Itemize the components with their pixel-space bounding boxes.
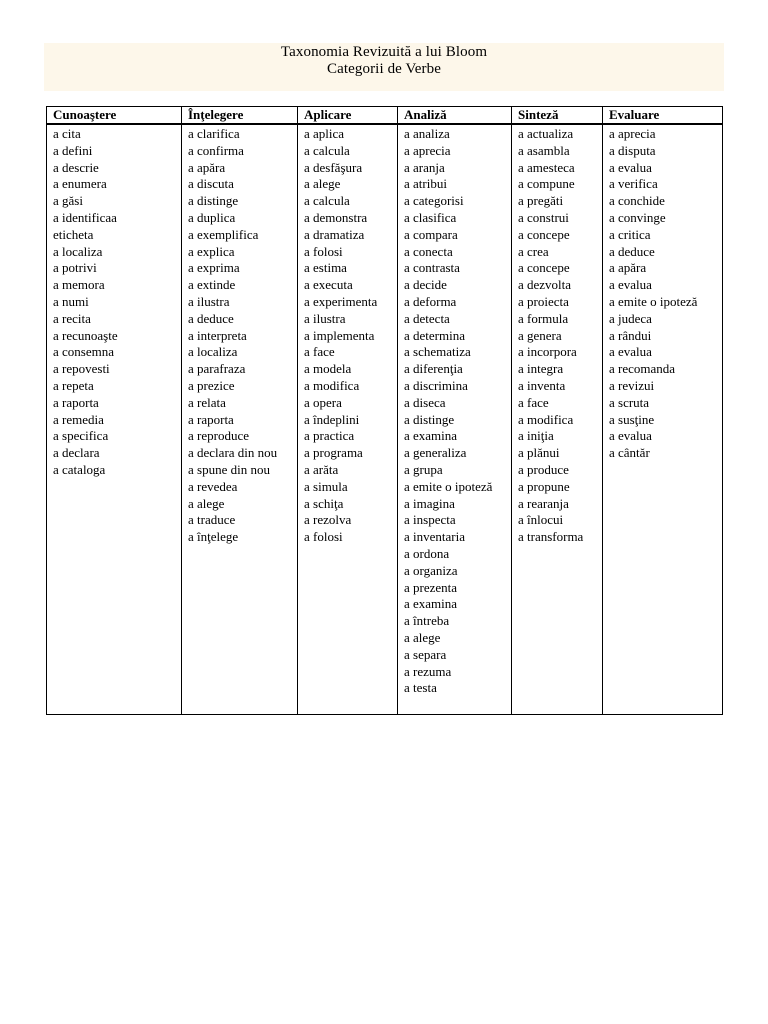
verb-item: a localiza <box>188 344 238 360</box>
verb-item: a înţelege <box>188 529 239 545</box>
verb-item: a îndeplini <box>304 411 360 427</box>
verbs-cell-sinteza <box>512 124 603 715</box>
verb-item: a evalua <box>609 277 652 293</box>
verb-item: a detecta <box>404 310 450 326</box>
verb-item: a examina <box>404 428 458 444</box>
verb-item: a duplica <box>188 209 236 225</box>
verb-item: a inspecta <box>404 512 456 528</box>
title-box <box>44 43 724 91</box>
verb-item: a convinge <box>609 209 666 225</box>
verb-item: a pregăti <box>518 193 564 209</box>
verb-item: a analiza <box>404 126 450 141</box>
verb-item: a evalua <box>609 344 652 360</box>
verb-item: a deduce <box>188 310 234 326</box>
verb-item: a imagina <box>404 495 455 511</box>
verb-item: a grupa <box>404 461 443 477</box>
verb-item: a modifica <box>304 377 360 393</box>
verb-item: a relata <box>188 394 226 410</box>
verb-item: a separa <box>404 646 447 662</box>
verb-item: a evalua <box>609 159 652 175</box>
verb-item: a numi <box>53 293 89 309</box>
verbs-cell-evaluare <box>603 124 723 715</box>
verb-item: a discrimina <box>404 377 468 393</box>
verb-item: a proiecta <box>518 293 569 309</box>
verb-item: a recomanda <box>609 361 676 377</box>
verb-item: a discuta <box>188 176 234 192</box>
verb-item: a inventaria <box>404 529 465 545</box>
verb-item: a alege <box>188 495 225 511</box>
verb-item: a emite o ipoteză <box>609 293 698 309</box>
verb-item: a deduce <box>609 243 655 259</box>
verb-item: a critica <box>609 226 651 242</box>
verb-item: a traduce <box>188 512 236 528</box>
verb-item: a remedia <box>53 411 104 427</box>
verb-item: a deforma <box>404 293 457 309</box>
verb-item: a compara <box>404 226 458 242</box>
verb-item: a contrasta <box>404 260 460 276</box>
column-header-evaluare: Evaluare <box>603 107 723 125</box>
verb-item: a scruta <box>609 394 650 410</box>
verb-item: a confirma <box>188 142 244 158</box>
verb-item: a calcula <box>304 142 350 158</box>
verb-item: a identificaa <box>53 209 117 225</box>
verb-item: a potrivi <box>53 260 97 276</box>
verb-item: a revizui <box>609 377 655 393</box>
verbs-cell-intelegere <box>182 124 298 715</box>
verb-item: a memora <box>53 277 105 293</box>
verb-item: a concepe <box>518 226 570 242</box>
verb-item: a apăra <box>188 159 226 175</box>
column-header-sinteza: Sinteză <box>512 107 603 125</box>
verb-item: a decide <box>404 277 447 293</box>
verb-item: a raporta <box>188 411 234 427</box>
verb-item: a modifica <box>518 411 574 427</box>
verbs-cell-analiza <box>398 124 512 715</box>
verb-item: a opera <box>304 394 342 410</box>
verb-item: a atribui <box>404 176 447 192</box>
verb-item: a desfăşura <box>304 159 363 175</box>
verb-item: a ilustra <box>304 310 346 326</box>
verb-item: a clarifica <box>188 126 240 141</box>
verb-item: a emite o ipoteză <box>404 478 493 494</box>
verb-item: a schematiza <box>404 344 471 360</box>
verb-item: a prezenta <box>404 579 458 595</box>
verb-item: a transforma <box>518 529 584 545</box>
document-title: Taxonomia Revizuită a lui Bloom <box>280 44 488 60</box>
document-subtitle: Categorii de Verbe <box>327 61 441 77</box>
column-header-analiza: Analiză <box>398 107 512 125</box>
column-header-cunoastere: Cunoaştere <box>47 107 182 125</box>
verb-item: a plănui <box>518 445 560 461</box>
verb-item: a testa <box>404 680 437 696</box>
verb-item: a folosi <box>304 529 343 545</box>
verb-item: a interpreta <box>188 327 247 343</box>
verb-item: a prezice <box>188 377 235 393</box>
verb-item: a formula <box>518 310 569 326</box>
verb-item: a asambla <box>518 142 570 158</box>
verb-item: a amesteca <box>518 159 575 175</box>
verb-item: a integra <box>518 361 564 377</box>
verb-item: a apăra <box>609 260 647 276</box>
verb-item: a alege <box>304 176 341 192</box>
verb-item: a dezvolta <box>518 277 572 293</box>
verb-item: a explica <box>188 243 235 259</box>
verb-item: a experimenta <box>304 293 378 309</box>
verb-item: a diferenţia <box>404 361 463 377</box>
verbs-cell-cunoastere <box>47 124 182 715</box>
verb-item: a face <box>304 344 335 360</box>
verb-item: a modela <box>304 361 352 377</box>
verb-item: a clasifica <box>404 209 457 225</box>
verbs-cell-aplicare <box>298 124 398 715</box>
verb-item: a repeta <box>53 377 94 393</box>
verb-item: a diseca <box>404 394 446 410</box>
verb-item: a reproduce <box>188 428 249 444</box>
verb-item: a disputa <box>609 142 656 158</box>
verb-item: a aplica <box>304 126 345 141</box>
verb-item: a rezuma <box>404 663 452 679</box>
verb-item: a exprima <box>188 260 240 276</box>
verb-item: a revedea <box>188 478 238 494</box>
verb-item: a dramatiza <box>304 226 365 242</box>
verb-item: a înlocui <box>518 512 564 528</box>
verb-item: a repovesti <box>53 361 110 377</box>
verb-item: eticheta <box>53 226 94 242</box>
verb-item: a organiza <box>404 562 458 578</box>
verb-item: a distinge <box>188 193 239 209</box>
verb-item: a consemna <box>53 344 115 360</box>
verb-item: a rândui <box>609 327 652 343</box>
verb-item: a alege <box>404 629 441 645</box>
verb-item: a produce <box>518 461 569 477</box>
verb-item: a compune <box>518 176 575 192</box>
verb-item: a actualiza <box>518 126 574 141</box>
verb-item: a întreba <box>404 613 450 629</box>
table-row <box>47 124 723 715</box>
verb-item: a face <box>518 394 549 410</box>
verb-item: a executa <box>304 277 353 293</box>
verb-item: a construi <box>518 209 569 225</box>
verb-item: a aranja <box>404 159 445 175</box>
verb-item: a specifica <box>53 428 109 444</box>
verb-item: a incorpora <box>518 344 577 360</box>
verb-item: a iniţia <box>518 428 554 444</box>
verb-item: a cântăr <box>609 445 650 461</box>
verb-item: a rearanja <box>518 495 569 511</box>
verb-item: a enumera <box>53 176 107 192</box>
verb-item: a ilustra <box>188 293 230 309</box>
verb-item: a raporta <box>53 394 99 410</box>
verb-item: a exemplifica <box>188 226 259 242</box>
verb-item: a descrie <box>53 159 99 175</box>
verb-item: a calcula <box>304 193 350 209</box>
verb-item: a cataloga <box>53 461 106 477</box>
verb-item: a verifica <box>609 176 658 192</box>
table-header-row <box>47 107 723 125</box>
verb-item: a inventa <box>518 377 566 393</box>
verb-item: a evalua <box>609 428 652 444</box>
verb-item: a genera <box>518 327 562 343</box>
verb-item: a aprecia <box>609 126 656 141</box>
verb-item: a arăta <box>304 461 339 477</box>
verb-item: a extinde <box>188 277 236 293</box>
verb-item: a propune <box>518 478 570 494</box>
verb-item: a crea <box>518 243 549 259</box>
verb-item: a judeca <box>609 310 652 326</box>
verb-item: a estima <box>304 260 347 276</box>
verb-item: a examina <box>404 596 458 612</box>
verb-item: a declara din nou <box>188 445 278 461</box>
verb-item: a recunoaşte <box>53 327 118 343</box>
verb-item: a practica <box>304 428 355 444</box>
verb-item: a localiza <box>53 243 103 259</box>
verb-item: a generaliza <box>404 445 467 461</box>
verb-item: a distinge <box>404 411 455 427</box>
verb-item: a ordona <box>404 545 450 561</box>
column-header-aplicare: Aplicare <box>298 107 398 125</box>
verb-item: a schiţa <box>304 495 344 511</box>
verb-item: a simula <box>304 478 348 494</box>
verb-item: a programa <box>304 445 363 461</box>
verb-item: a defini <box>53 142 93 158</box>
verb-item: a conchide <box>609 193 665 209</box>
verb-item: a declara <box>53 445 100 461</box>
verb-item: a recita <box>53 310 91 326</box>
verb-item: a aprecia <box>404 142 451 158</box>
column-header-intelegere: Înţelegere <box>182 107 298 125</box>
verb-item: a folosi <box>304 243 343 259</box>
verb-item: a susţine <box>609 411 655 427</box>
verb-item: a categorisi <box>404 193 464 209</box>
verb-item: a concepe <box>518 260 570 276</box>
verb-item: a conecta <box>404 243 453 259</box>
verb-item: a găsi <box>53 193 83 209</box>
verb-item: a parafraza <box>188 361 246 377</box>
verb-item: a spune din nou <box>188 461 270 477</box>
verb-item: a determina <box>404 327 465 343</box>
verb-item: a rezolva <box>304 512 352 528</box>
verb-categories-table <box>46 106 723 715</box>
verb-item: a implementa <box>304 327 375 343</box>
verb-item: a cita <box>53 126 81 141</box>
verb-item: a demonstra <box>304 209 368 225</box>
